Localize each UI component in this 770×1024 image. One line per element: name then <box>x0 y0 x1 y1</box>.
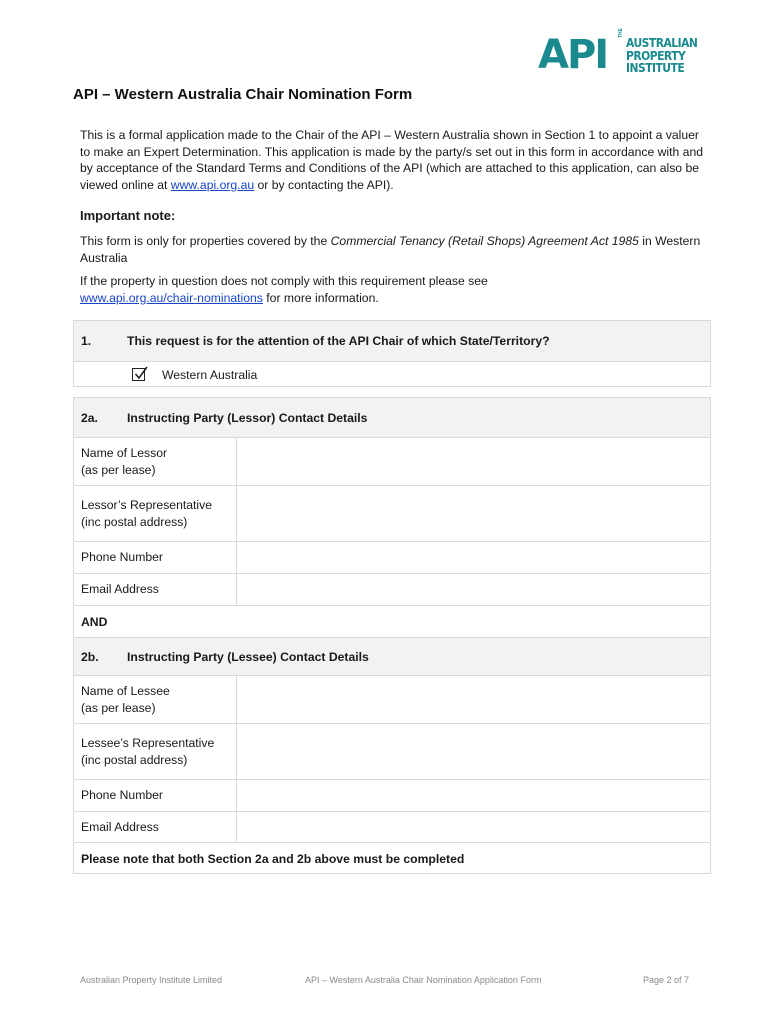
section-number: 1. <box>81 334 92 348</box>
intro-paragraph <box>80 127 710 193</box>
lessor-name-field[interactable] <box>237 438 710 485</box>
footer-company: Australian Property Institute Limited <box>80 975 223 985</box>
lessor-representative-row <box>74 485 710 541</box>
completion-note-row <box>74 842 710 874</box>
section-heading: Instructing Party (Lessee) Contact Details <box>127 649 369 664</box>
compliance-text: If the property in question does not comply with this requirement please see <box>80 274 488 288</box>
lessor-phone-row <box>74 541 710 573</box>
lessor-representative-field[interactable] <box>237 486 710 541</box>
field-label: Email Address <box>74 812 237 842</box>
section-2a-header <box>74 398 710 437</box>
footer-page-number: Page 2 of 7 <box>643 975 690 985</box>
and-row <box>74 605 710 637</box>
logo-mark: API <box>538 32 608 78</box>
scope-text: This form is only for properties covered by the <box>80 234 331 248</box>
completion-note: Please note that both Section 2a and 2b above must be completed <box>81 851 465 866</box>
field-label: Name of Lessor (as per lease) <box>74 438 237 485</box>
lessee-phone-field[interactable] <box>237 780 710 811</box>
intro-text: This is a formal application made to the Chair of the API – Western Australia shown in Section 1 to appoint a valuer to make an Expert Determination. This application is made by the party/s set out in this form in accordance with and by acceptance of the Standard Terms and Conditions of the API (which are attached to this application, can also be viewed online at <box>80 128 704 192</box>
lessor-email-row <box>74 573 710 605</box>
compliance-paragraph <box>80 273 710 306</box>
field-label: Phone Number <box>74 780 237 811</box>
important-note-heading: Important note: <box>80 208 176 223</box>
field-label: Phone Number <box>74 542 237 573</box>
section-number: 2a. <box>81 410 98 425</box>
field-label: Lessee’s Representative (inc postal address) <box>74 724 237 779</box>
section-number: 2b. <box>81 649 99 664</box>
state-option-row <box>74 361 710 387</box>
logo-the: THE <box>618 28 624 38</box>
intro-text-end: or by contacting the API). <box>254 177 394 192</box>
compliance-text-end: for more information. <box>262 290 379 305</box>
lessee-email-row <box>74 811 710 842</box>
field-label: Lessor’s Representative (inc postal address) <box>74 486 237 541</box>
lessee-name-field[interactable] <box>237 676 710 723</box>
logo-word: AUSTRALIAN <box>626 35 698 50</box>
western-australia-checkbox[interactable] <box>132 368 145 381</box>
api-logo <box>538 28 706 78</box>
field-label: Email Address <box>74 574 237 605</box>
section-heading: This request is for the attention of the API Chair of which State/Territory? <box>127 334 550 348</box>
section-2b-header <box>74 637 710 675</box>
lessee-representative-row <box>74 723 710 779</box>
act-name: Commercial Tenancy (Retail Shops) Agreement Act 1985 <box>330 234 639 248</box>
lessee-representative-field[interactable] <box>237 724 710 779</box>
lessor-phone-field[interactable] <box>237 542 710 573</box>
lessee-email-field[interactable] <box>237 812 710 842</box>
page-title: API – Western Australia Chair Nomination Form <box>73 86 413 103</box>
section-heading: Instructing Party (Lessor) Contact Details <box>127 410 368 425</box>
logo-word: PROPERTY <box>626 47 686 63</box>
check-icon <box>133 366 149 382</box>
lessor-email-field[interactable] <box>237 574 710 605</box>
api-website-link[interactable]: www.api.org.au <box>170 177 255 192</box>
field-label: Name of Lessee (as per lease) <box>74 676 237 723</box>
and-label: AND <box>81 614 108 629</box>
scope-text-end: in Western Australia <box>80 234 701 265</box>
footer-form-name: API – Western Australia Chair Nomination Application Form <box>305 975 542 985</box>
scope-paragraph <box>80 233 710 266</box>
lessee-phone-row <box>74 779 710 811</box>
lessor-name-row <box>74 437 710 485</box>
lessee-name-row <box>74 675 710 723</box>
logo-word: INSTITUTE <box>626 60 685 75</box>
section-2-table <box>73 397 711 874</box>
section-1-header <box>74 321 710 361</box>
section-1-table <box>73 320 711 387</box>
checkbox-label: Western Australia <box>162 367 258 382</box>
logo-wordmark <box>626 37 704 75</box>
chair-nominations-link[interactable]: www.api.org.au/chair-nominations <box>80 290 263 305</box>
